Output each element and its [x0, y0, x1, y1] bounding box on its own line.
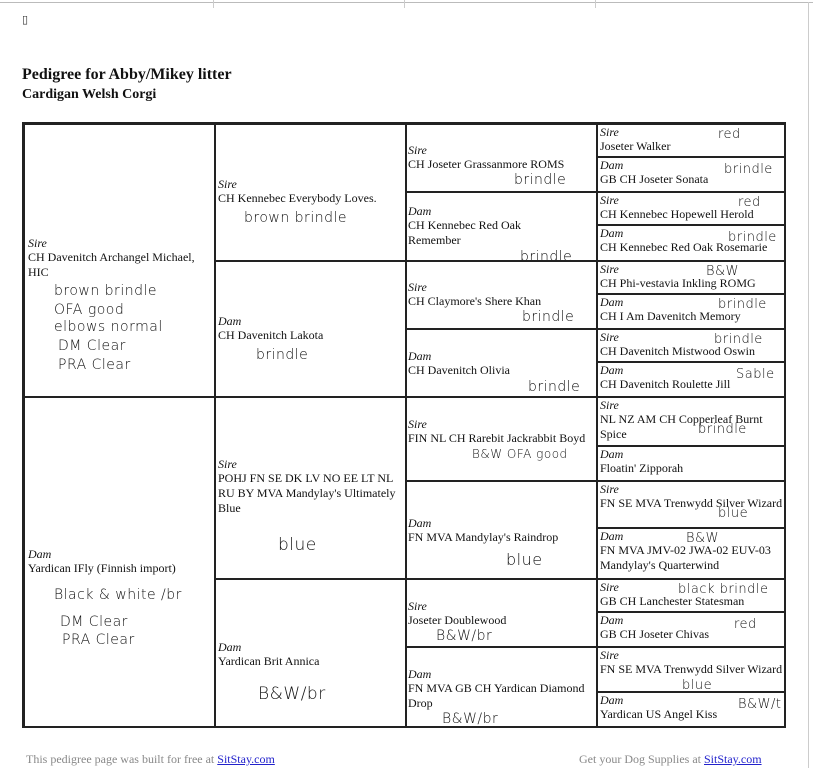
handwritten-note: Black & white /br: [54, 587, 182, 603]
gen3-cell: [406, 192, 597, 261]
gen4-cell: [597, 329, 786, 362]
dog-name: Floatin' Zipporah: [600, 461, 684, 475]
role-label: Dam: [408, 516, 432, 530]
gen4-cell: [597, 225, 786, 261]
page-title: Pedigree for Abby/Mikey litter: [22, 66, 232, 83]
role-label: Sire: [600, 125, 619, 139]
gen1-dam-cell: [24, 397, 215, 728]
dog-name: CH Davenitch Roulette Jill: [600, 377, 731, 391]
role-label: Dam: [600, 693, 624, 707]
gen3-cell: [406, 647, 597, 728]
handwritten-note: brindle: [520, 249, 573, 261]
top-border: [0, 2, 813, 3]
role-label: Dam: [600, 613, 624, 627]
gen2-cell: [215, 397, 406, 579]
handwritten-note: DM Clear: [60, 614, 128, 630]
handwritten-note: B&W/t: [738, 697, 782, 712]
top-tick: [595, 0, 596, 8]
handwritten-note: brindle: [522, 309, 575, 325]
handwritten-note: red: [718, 127, 741, 142]
placeholder-glyph-icon: ▯: [22, 13, 29, 26]
role-label: Dam: [408, 667, 432, 681]
footer-left-text: This pedigree page was built for free at: [26, 752, 215, 766]
footer-right: [579, 752, 762, 767]
handwritten-note: blue: [682, 678, 713, 692]
handwritten-note: B&W/br: [436, 628, 493, 644]
dog-name: CH Kennebec Red Oak Rosemarie: [600, 240, 768, 254]
gen4-cell: [597, 192, 786, 225]
role-label: Sire: [218, 457, 237, 471]
role-label: Sire: [600, 580, 619, 594]
role-label: Sire: [408, 599, 427, 613]
handwritten-note: brindle: [724, 162, 773, 177]
dog-name: CH Kennebec Red Oak Remember: [408, 218, 521, 247]
role-label: Dam: [600, 226, 624, 240]
gen3-cell: [406, 397, 597, 481]
page-subtitle: Cardigan Welsh Corgi: [22, 87, 157, 102]
dog-name: CH Phi-vestavia Inkling ROMG: [600, 276, 756, 290]
gen4-cell: [597, 124, 786, 157]
gen3-cell: [406, 124, 597, 192]
role-label: Dam: [600, 447, 624, 461]
role-label: Dam: [600, 295, 624, 309]
gen4-cell: [597, 446, 786, 481]
role-label: Dam: [218, 314, 242, 328]
gen4-cell: [597, 579, 786, 612]
role-label: Sire: [600, 262, 619, 276]
handwritten-note: brindle: [714, 332, 763, 347]
gen3-cell: [406, 329, 597, 397]
dog-name: POHJ FN SE DK LV NO EE LT NL RU BY MVA Mandylay's Ultimately Blue: [218, 471, 396, 515]
dog-name: FN MVA GB CH Yardican Diamond Drop: [408, 681, 585, 710]
role-label: Sire: [28, 236, 47, 250]
gen4-cell: [597, 294, 786, 329]
role-label: Sire: [408, 417, 427, 431]
dog-name: FIN NL CH Rarebit Jackrabbit Boyd: [408, 431, 586, 445]
handwritten-note: brindle: [528, 379, 581, 395]
role-label: Dam: [600, 529, 624, 543]
gen2-cell: [215, 124, 406, 261]
role-label: Dam: [218, 640, 242, 654]
handwritten-note: black brindle: [678, 582, 769, 597]
dog-name: FN SE MVA Trenwydd Silver Wizard: [600, 496, 783, 510]
dog-name: Joseter Doublewood: [408, 613, 507, 627]
dog-name: CH Claymore's Shere Khan: [408, 294, 542, 308]
pedigree-table: [22, 122, 786, 728]
role-label: Sire: [600, 330, 619, 344]
handwritten-note: B&W OFA good: [472, 447, 568, 461]
gen4-cell: [597, 612, 786, 647]
handwritten-note: blue: [718, 506, 749, 521]
handwritten-note: brindle: [718, 297, 767, 312]
handwritten-note: DM Clear: [58, 338, 126, 354]
dog-name: Yardican IFly (Finnish import): [28, 561, 176, 575]
handwritten-note: B&W: [686, 531, 720, 546]
dog-name: CH Joseter Grassanmore ROMS: [408, 157, 565, 171]
footer-right-text: Get your Dog Supplies at: [579, 752, 701, 766]
gen4-cell: [597, 261, 786, 294]
handwritten-note: PRA Clear: [58, 357, 131, 373]
dog-name: FN MVA Mandylay's Raindrop: [408, 530, 559, 544]
gen3-cell: [406, 261, 597, 329]
role-label: Dam: [600, 363, 624, 377]
dog-name: Yardican US Angel Kiss: [600, 707, 718, 721]
dog-name: GB CH Joseter Chivas: [600, 627, 709, 641]
handwritten-note: brown brindle: [54, 283, 157, 299]
dog-name: FN SE MVA Trenwydd Silver Wizard: [600, 662, 783, 676]
gen4-cell: [597, 692, 786, 728]
role-label: Sire: [408, 143, 427, 157]
gen2-cell: [215, 261, 406, 397]
handwritten-note: OFA good: [54, 302, 125, 318]
role-label: Dam: [600, 158, 624, 172]
top-tick: [213, 0, 214, 8]
gen4-cell: [597, 362, 786, 397]
dog-name: Yardican Brit Annica: [218, 654, 320, 668]
handwritten-note: blue: [506, 550, 543, 569]
gen2-cell: [215, 579, 406, 728]
right-border: [808, 2, 809, 768]
handwritten-note: B&W: [706, 264, 740, 279]
dog-name: FN MVA JMV-02 JWA-02 EUV-03 Mandylay's Quarterwind: [600, 543, 771, 572]
dog-name: CH Davenitch Lakota: [218, 328, 324, 342]
role-label: Sire: [600, 193, 619, 207]
role-label: Sire: [600, 482, 619, 496]
gen1-sire-cell: [24, 124, 215, 397]
dog-name: CH Kennebec Everybody Loves.: [218, 191, 377, 205]
gen4-cell: [597, 397, 786, 446]
handwritten-note: Sable: [736, 367, 775, 382]
sitstay-link[interactable]: SitStay.com: [217, 752, 275, 766]
handwritten-note: blue: [278, 535, 317, 555]
handwritten-note: brown brindle: [244, 210, 347, 226]
gen4-cell: [597, 528, 786, 579]
handwritten-note: B&W/br: [258, 684, 326, 704]
handwritten-note: red: [734, 617, 757, 632]
footer-left: [26, 752, 275, 767]
gen4-cell: [597, 647, 786, 692]
role-label: Sire: [600, 648, 619, 662]
role-label: Dam: [408, 349, 432, 363]
gen4-cell: [597, 157, 786, 192]
dog-name: CH Davenitch Mistwood Oswin: [600, 344, 755, 358]
dog-name: GB CH Joseter Sonata: [600, 172, 709, 186]
handwritten-note: PRA Clear: [62, 632, 135, 648]
handwritten-note: brindle: [256, 347, 309, 363]
role-label: Sire: [408, 280, 427, 294]
handwritten-note: brindle: [698, 422, 747, 437]
dog-name: GB CH Lanchester Statesman: [600, 594, 745, 608]
gen3-cell: [406, 579, 597, 647]
gen3-cell: [406, 481, 597, 579]
top-tick: [404, 0, 405, 8]
handwritten-note: brindle: [514, 172, 567, 188]
role-label: Sire: [600, 398, 619, 412]
sitstay-supplies-link[interactable]: SitStay.com: [704, 752, 762, 766]
handwritten-note: elbows normal: [54, 319, 163, 335]
dog-name: Joseter Walker: [600, 139, 671, 153]
dog-name: CH I Am Davenitch Memory: [600, 309, 741, 323]
role-label: Dam: [28, 547, 52, 561]
dog-name: CH Davenitch Archangel Michael, HIC: [28, 250, 195, 279]
role-label: Dam: [408, 204, 432, 218]
dog-name: CH Kennebec Hopewell Herold: [600, 207, 754, 221]
gen4-cell: [597, 481, 786, 528]
handwritten-note: B&W/br: [442, 711, 499, 727]
dog-name: NL NZ AM CH Copperleaf Burnt Spice: [600, 412, 763, 441]
role-label: Sire: [218, 177, 237, 191]
dog-name: CH Davenitch Olivia: [408, 363, 510, 377]
handwritten-note: brindle: [728, 230, 777, 245]
handwritten-note: red: [738, 195, 761, 210]
